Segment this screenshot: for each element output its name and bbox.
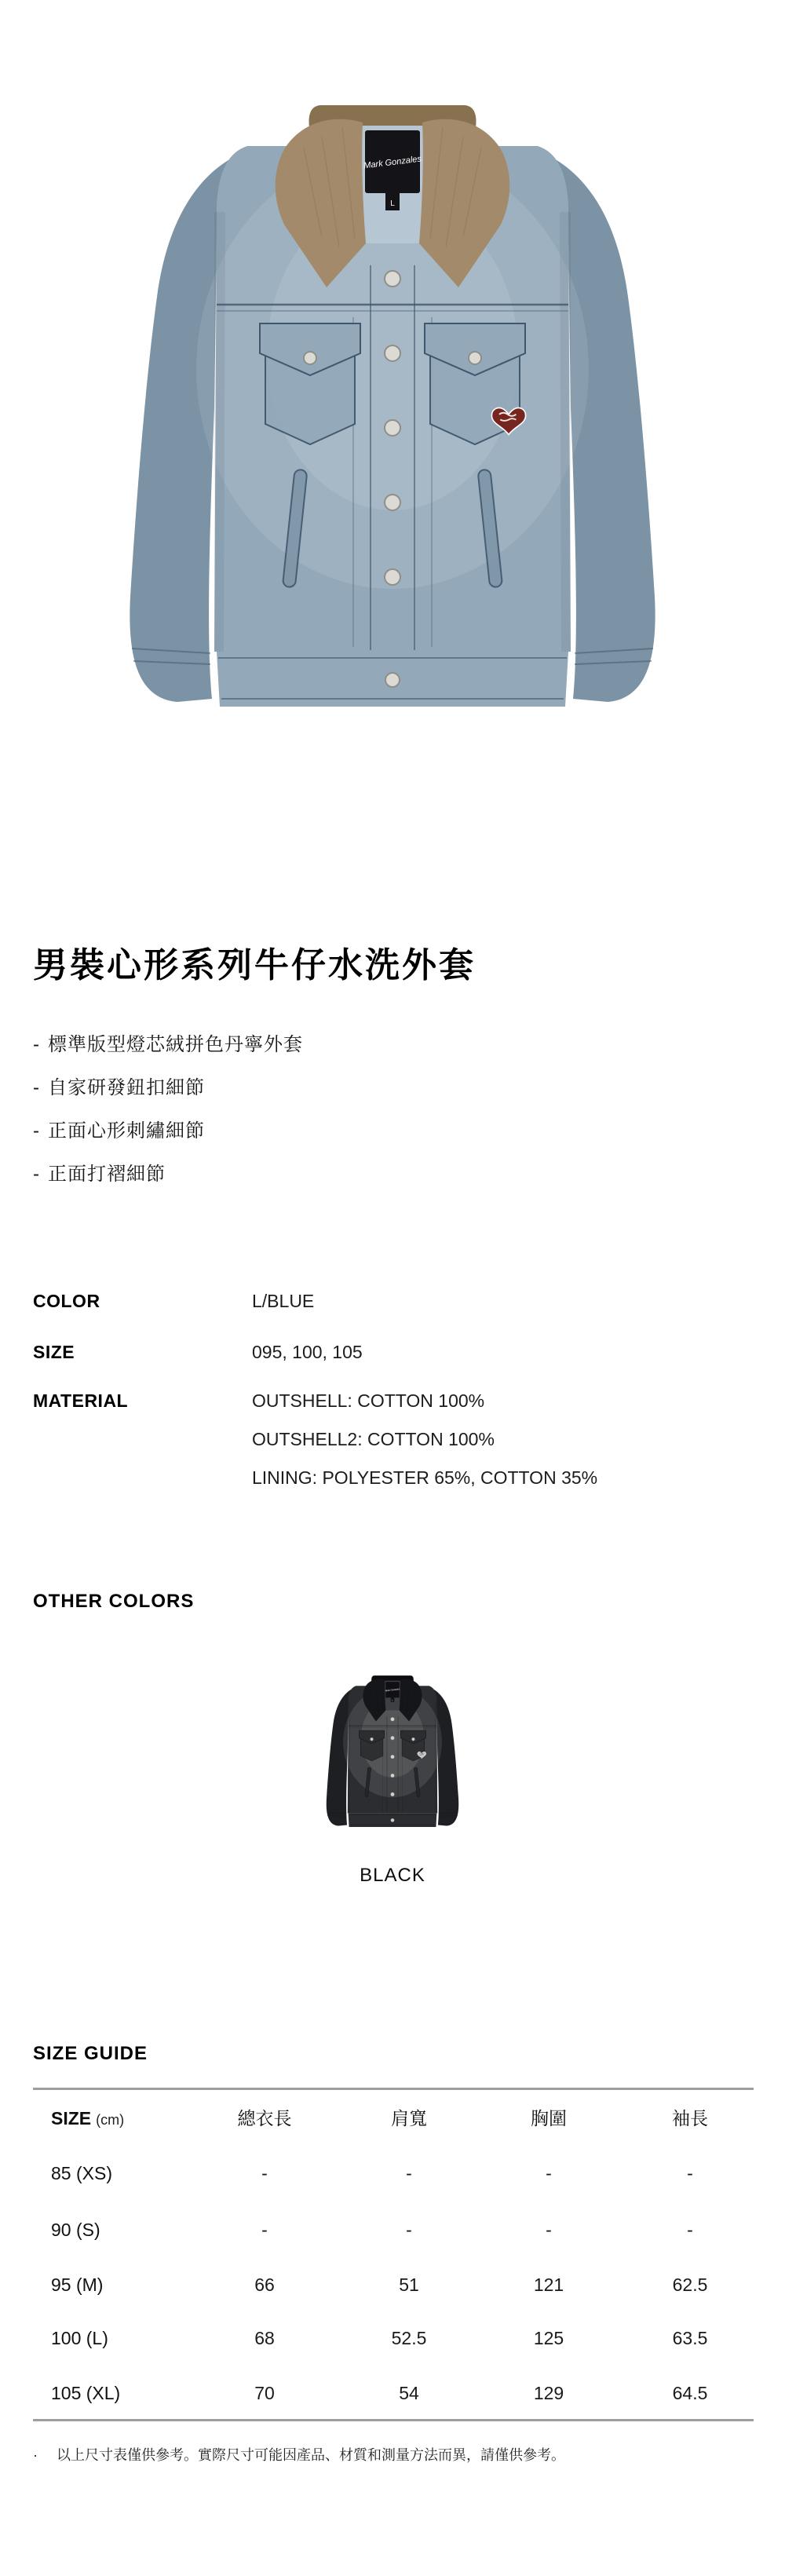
product-photo-lblue xyxy=(86,55,699,722)
size-guide-row-85: 85 (XS) - - - - xyxy=(51,2163,693,2183)
feature-item: - 標準版型燈芯絨拼色丹寧外套 xyxy=(33,1034,303,1055)
size-guide-row-100: 100 (L) 68 52.5 125 63.5 xyxy=(51,2328,708,2348)
size-guide-header-row xyxy=(0,2100,785,2136)
denim-jacket-illustration xyxy=(86,55,699,722)
feature-item: - 自家研發鈕扣細節 xyxy=(33,1077,205,1098)
spec-value-size: 095, 100, 105 xyxy=(252,1342,363,1362)
size-guide-heading: SIZE GUIDE xyxy=(33,2043,148,2064)
note-bullet: · xyxy=(33,2447,38,2463)
note-text: 以上尺寸表僅供參考。實際尺寸可能因產品、材質和測量方法而異，請僅供參考。 xyxy=(57,2447,565,2463)
feature-list xyxy=(33,1023,303,1196)
spec-row-size xyxy=(0,1341,785,1363)
column-header-sleeve: 袖長 xyxy=(672,2108,708,2128)
black-jacket-thumbnail xyxy=(285,1663,500,1831)
size-guide-row-90: 90 (S) - - - - xyxy=(51,2220,693,2240)
size-guide-row-95: 95 (M) 66 51 121 62.5 xyxy=(51,2275,708,2295)
product-title: 男裝心形系列牛仔水洗外套 xyxy=(33,946,476,985)
material-value-list xyxy=(252,1382,597,1497)
size-guide-note xyxy=(33,2442,565,2468)
material-line: OUTSHELL2: COTTON 100% xyxy=(252,1429,495,1449)
table-bottom-rule xyxy=(33,2419,754,2421)
material-line: OUTSHELL: COTTON 100% xyxy=(252,1390,485,1411)
table-top-rule xyxy=(33,2088,754,2090)
spec-label-material: MATERIAL xyxy=(33,1390,129,1411)
other-color-swatch-black[interactable] xyxy=(285,1663,500,1831)
feature-item: - 正面打褶細節 xyxy=(33,1164,166,1185)
spec-value-color: L/BLUE xyxy=(252,1291,315,1311)
size-guide-row-105: 105 (XL) 70 54 129 64.5 xyxy=(51,2383,708,2403)
column-header-size: SIZE (cm) xyxy=(51,2108,125,2128)
other-colors-heading: OTHER COLORS xyxy=(33,1591,195,1612)
spec-row-color xyxy=(0,1290,785,1312)
column-header-chest: 胸圍 xyxy=(531,2108,567,2128)
feature-item: - 正面心形刺繡細節 xyxy=(33,1120,205,1142)
spec-label-color: COLOR xyxy=(33,1291,100,1311)
column-header-shoulder: 肩寬 xyxy=(391,2108,427,2128)
column-header-length: 總衣長 xyxy=(237,2108,292,2128)
spec-label-size: SIZE xyxy=(33,1342,75,1362)
material-line: LINING: POLYESTER 65%, COTTON 35% xyxy=(252,1467,598,1488)
other-color-name: BLACK xyxy=(360,1865,425,1886)
